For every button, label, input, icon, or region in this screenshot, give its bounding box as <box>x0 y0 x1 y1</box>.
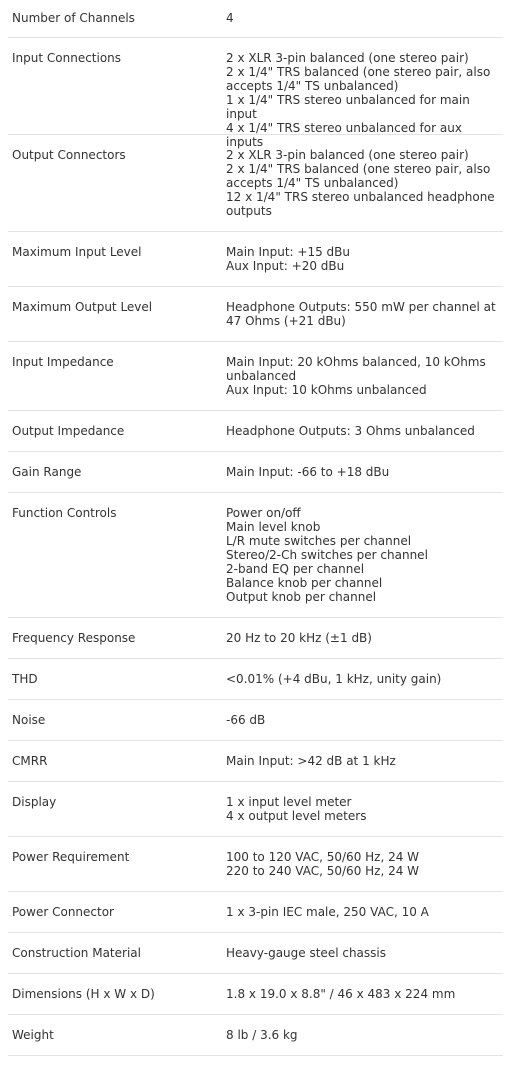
spec-value-line: 2 x 1/4" TRS balanced (one stereo pair, also accepts 1/4" TS unbalanced) <box>226 162 491 190</box>
spec-label: Maximum Input Level <box>12 245 142 259</box>
spec-value-line: Main Input: +15 dBu <box>226 245 350 259</box>
spec-value-line: L/R mute switches per channel <box>226 534 412 548</box>
spec-value <box>226 946 503 967</box>
spec-value <box>226 51 503 149</box>
spec-row <box>8 287 503 342</box>
spec-value-line: Aux Input: 10 kOhms unbalanced <box>226 383 427 397</box>
spec-value-line: 1.8 x 19.0 x 8.8" / 46 x 483 x 224 mm <box>226 987 456 1001</box>
spec-value <box>226 245 503 280</box>
spec-label: Gain Range <box>12 465 82 479</box>
spec-value <box>226 987 503 1008</box>
spec-value <box>226 506 503 611</box>
spec-label: Weight <box>12 1028 54 1042</box>
spec-label: CMRR <box>12 754 48 768</box>
spec-value-line: 8 lb / 3.6 kg <box>226 1028 298 1042</box>
spec-value-line: 20 Hz to 20 kHz (±1 dB) <box>226 631 372 645</box>
spec-value <box>226 754 503 775</box>
spec-value <box>226 850 503 885</box>
spec-value-line: Main Input: 20 kOhms balanced, 10 kOhms unbalanced <box>226 355 486 383</box>
spec-label: Output Connectors <box>12 148 126 162</box>
spec-label: Input Connections <box>12 51 122 65</box>
spec-value-line: Aux Input: +20 dBu <box>226 259 345 273</box>
spec-value <box>226 424 503 445</box>
spec-label: Construction Material <box>12 946 141 960</box>
spec-row <box>8 782 503 837</box>
spec-value <box>226 795 503 830</box>
spec-value-line: 220 to 240 VAC, 50/60 Hz, 24 W <box>226 864 420 878</box>
spec-label: Input Impedance <box>12 355 114 369</box>
spec-value-line: <0.01% (+4 dBu, 1 kHz, unity gain) <box>226 672 442 686</box>
spec-value <box>226 300 503 335</box>
spec-value <box>226 672 503 693</box>
spec-row <box>8 0 503 38</box>
spec-row <box>8 38 503 149</box>
spec-label: Power Connector <box>12 905 114 919</box>
spec-value-line: Balance knob per channel <box>226 576 383 590</box>
spec-value <box>226 355 503 404</box>
spec-row <box>8 342 503 411</box>
spec-value-line: Heavy-gauge steel chassis <box>226 946 386 960</box>
spec-value-line: 1 x input level meter <box>226 795 352 809</box>
spec-label: Maximum Output Level <box>12 300 153 314</box>
spec-row <box>8 135 503 232</box>
spec-value-line: 4 x output level meters <box>226 809 367 823</box>
spec-label: Display <box>12 795 57 809</box>
spec-value-line: Main Input: >42 dB at 1 kHz <box>226 754 396 768</box>
spec-label: THD <box>12 672 38 686</box>
spec-value-line: 100 to 120 VAC, 50/60 Hz, 24 W <box>226 850 420 864</box>
spec-value-line: 2 x XLR 3-pin balanced (one stereo pair) <box>226 51 469 65</box>
spec-label: Dimensions (H x W x D) <box>12 987 155 1001</box>
spec-value-line: Stereo/2-Ch switches per channel <box>226 548 428 562</box>
spec-value-line: Headphone Outputs: 3 Ohms unbalanced <box>226 424 475 438</box>
spec-label: Noise <box>12 713 46 727</box>
spec-value <box>226 631 503 652</box>
spec-value <box>226 1028 503 1049</box>
spec-row <box>8 974 503 1015</box>
spec-value-line: Headphone Outputs: 550 mW per channel at 47 Ohms (+21 dBu) <box>226 300 496 328</box>
spec-value-line: Output knob per channel <box>226 590 377 604</box>
spec-value-line: Power on/off <box>226 506 301 520</box>
spec-row <box>8 700 503 741</box>
spec-row <box>8 933 503 974</box>
spec-value <box>226 905 503 926</box>
spec-label: Power Requirement <box>12 850 130 864</box>
spec-value-line: 12 x 1/4" TRS stereo unbalanced headphone outputs <box>226 190 495 218</box>
spec-row <box>8 741 503 782</box>
spec-value-line: 2-band EQ per channel <box>226 562 365 576</box>
spec-value-line: 1 x 1/4" TRS stereo unbalanced for main input <box>226 93 470 121</box>
spec-row <box>8 659 503 700</box>
spec-value <box>226 148 503 225</box>
spec-value-line: Main level knob <box>226 520 321 534</box>
spec-row <box>8 493 503 618</box>
spec-value-line: Main Input: -66 to +18 dBu <box>226 465 390 479</box>
spec-row <box>8 837 503 892</box>
spec-label: Frequency Response <box>12 631 136 645</box>
spec-label: Output Impedance <box>12 424 125 438</box>
spec-value-line: 2 x XLR 3-pin balanced (one stereo pair) <box>226 148 469 162</box>
spec-value-line: 4 <box>226 11 234 25</box>
spec-row <box>8 452 503 493</box>
spec-value-line: -66 dB <box>226 713 266 727</box>
spec-row <box>8 1015 503 1056</box>
spec-value-line: 4 x 1/4" TRS stereo unbalanced for aux inputs <box>226 121 462 149</box>
spec-value <box>226 465 503 486</box>
spec-value-line: 1 x 3-pin IEC male, 250 VAC, 10 A <box>226 905 429 919</box>
spec-row <box>8 892 503 933</box>
spec-value <box>226 713 503 734</box>
spec-row <box>8 618 503 659</box>
spec-value <box>226 11 503 31</box>
spec-value-line: 2 x 1/4" TRS balanced (one stereo pair, also accepts 1/4" TS unbalanced) <box>226 65 491 93</box>
spec-label: Number of Channels <box>12 11 135 25</box>
spec-table <box>8 0 503 1056</box>
spec-row <box>8 411 503 452</box>
spec-label: Function Controls <box>12 506 117 520</box>
spec-row <box>8 232 503 287</box>
